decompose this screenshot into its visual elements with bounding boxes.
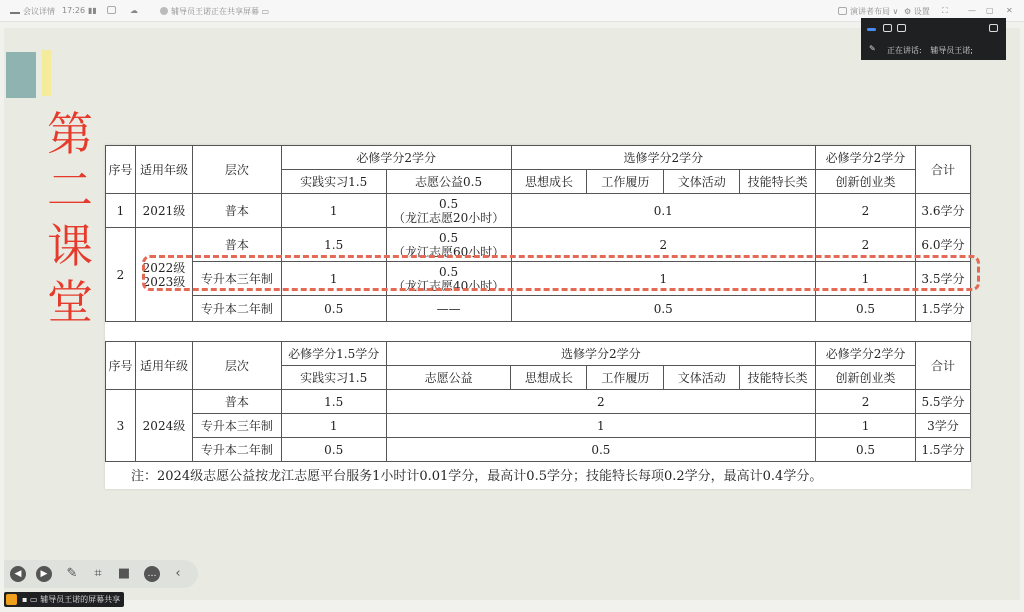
share-status-text: 辅导员王诺正在共享屏幕 bbox=[171, 7, 259, 16]
gear-icon: ⚙ bbox=[904, 7, 912, 16]
cell-elective: 0.5 bbox=[511, 296, 816, 322]
cell-innovation: 1 bbox=[816, 262, 916, 296]
subheader-practice: 实践实习1.5 bbox=[281, 366, 386, 390]
subheader-skill: 技能特长类 bbox=[740, 366, 816, 390]
share-avatar-icon bbox=[160, 7, 168, 15]
cell-volunteer-note: （龙江志愿20小时） bbox=[392, 210, 505, 225]
cell-elective: 1 bbox=[386, 414, 815, 438]
subheader-thought: 思想成长 bbox=[511, 170, 587, 194]
annotation-toolbar bbox=[4, 560, 198, 588]
title-char: 堂 bbox=[47, 275, 93, 329]
cell-total: 5.5学分 bbox=[915, 390, 970, 414]
cell-grade: 2022级 2023级 bbox=[135, 228, 192, 322]
settings-label: 设置 bbox=[913, 7, 930, 16]
external-link-icon[interactable] bbox=[107, 6, 119, 15]
share-status bbox=[160, 6, 269, 17]
subheader-practice: 实践实习1.5 bbox=[281, 170, 386, 194]
cell-no: 2 bbox=[106, 228, 136, 322]
meeting-details-link[interactable]: 会议详情 bbox=[23, 7, 55, 16]
subheader-thought: 思想成长 bbox=[511, 366, 587, 390]
cell-total: 1.5学分 bbox=[915, 296, 970, 322]
layout-dropdown[interactable]: 演讲者布局 ∨ bbox=[838, 6, 898, 17]
pen-icon[interactable]: ✎ bbox=[66, 566, 78, 581]
restore-button[interactable]: ▢ bbox=[986, 6, 994, 15]
header-grade: 适用年级 bbox=[135, 342, 192, 390]
cell-innovation: 2 bbox=[816, 228, 916, 262]
cell-practice: 1 bbox=[281, 414, 386, 438]
cell-elective: 2 bbox=[511, 228, 816, 262]
mic-icon: ✎ bbox=[869, 44, 876, 53]
cell-level: 专升本三年制 bbox=[192, 414, 281, 438]
cell-level: 普本 bbox=[192, 390, 281, 414]
subheader-skill: 技能特长类 bbox=[740, 170, 816, 194]
table-row bbox=[106, 296, 971, 322]
shared-screen bbox=[4, 28, 1020, 600]
header-required: 必修学分2学分 bbox=[281, 146, 511, 170]
next-icon[interactable]: ▶ bbox=[36, 566, 52, 582]
cell-volunteer: —— bbox=[386, 296, 511, 322]
cell-level: 专升本二年制 bbox=[192, 438, 281, 462]
table-note: 注：2024级志愿公益按龙江志愿平台服务1小时计0.01学分，最高计0.5学分；技能特长每项0.2学分，最高计0.4学分。 bbox=[131, 469, 823, 484]
subheader-innovation: 创新创业类 bbox=[816, 170, 916, 194]
header-grade: 适用年级 bbox=[135, 146, 192, 194]
cell-innovation: 0.5 bbox=[816, 438, 916, 462]
cell-total: 3.5学分 bbox=[915, 262, 970, 296]
cell-level: 普本 bbox=[192, 228, 281, 262]
subheader-work: 工作履历 bbox=[587, 366, 664, 390]
slide-decoration-block bbox=[6, 52, 36, 98]
app-menu[interactable] bbox=[10, 6, 55, 17]
cell-total: 3学分 bbox=[915, 414, 970, 438]
layout-label: 演讲者布局 bbox=[850, 7, 890, 16]
title-char: 二 bbox=[47, 163, 93, 217]
panel-menu-icon[interactable] bbox=[989, 24, 998, 32]
table-row bbox=[106, 414, 971, 438]
cell-volunteer-note: （龙江志愿40小时） bbox=[392, 278, 505, 293]
subheader-culture: 文体活动 bbox=[664, 170, 740, 194]
header-elective: 选修学分2学分 bbox=[511, 146, 816, 170]
camera-icon[interactable]: ■ bbox=[117, 566, 131, 581]
header-required-2: 必修学分2学分 bbox=[816, 342, 916, 366]
cell-volunteer-note: （龙江志愿60小时） bbox=[392, 244, 505, 259]
header-no: 序号 bbox=[106, 342, 136, 390]
cell-elective: 0.5 bbox=[386, 438, 815, 462]
signal-icon: ▮▮ bbox=[88, 6, 97, 15]
cell-volunteer bbox=[386, 194, 511, 228]
header-level: 层次 bbox=[192, 146, 281, 194]
header-no: 序号 bbox=[106, 146, 136, 194]
header-total: 合计 bbox=[915, 342, 970, 390]
cell-elective: 2 bbox=[386, 390, 815, 414]
header-level: 层次 bbox=[192, 342, 281, 390]
screenshot-icon[interactable]: ⌗ bbox=[94, 566, 102, 581]
highlight-annotation bbox=[142, 255, 980, 291]
cell-level: 专升本二年制 bbox=[192, 296, 281, 322]
window-icon[interactable] bbox=[883, 24, 892, 32]
app-logo-icon bbox=[10, 7, 20, 14]
table-row bbox=[106, 194, 971, 228]
fullscreen-icon[interactable]: ⛶ bbox=[942, 6, 948, 15]
layout-icon bbox=[838, 7, 847, 15]
subheader-culture: 文体活动 bbox=[664, 366, 740, 390]
cell-volunteer-value: 0.5 bbox=[439, 196, 459, 211]
cell-no: 1 bbox=[106, 194, 136, 228]
subheader-volunteer: 志愿公益0.5 bbox=[386, 170, 511, 194]
cell-practice: 1 bbox=[281, 262, 386, 296]
meeting-time: 17:26 bbox=[62, 6, 86, 15]
cell-no: 3 bbox=[106, 390, 136, 462]
collapse-icon[interactable]: ‹ bbox=[175, 566, 181, 581]
slide-decoration-stripe bbox=[42, 50, 51, 96]
credits-tables bbox=[105, 145, 971, 489]
list-icon[interactable] bbox=[897, 24, 906, 32]
cell-total: 3.6学分 bbox=[915, 194, 970, 228]
presenter-panel[interactable] bbox=[861, 18, 1006, 60]
cell-volunteer-value: 0.5 bbox=[439, 230, 459, 245]
title-char: 课 bbox=[47, 219, 93, 273]
cell-volunteer-value: 0.5 bbox=[439, 264, 459, 279]
table-row bbox=[106, 438, 971, 462]
cell-elective: 0.1 bbox=[511, 194, 816, 228]
cell-practice: 1.5 bbox=[281, 390, 386, 414]
header-total: 合计 bbox=[915, 146, 970, 194]
stop-share-icon[interactable]: ▭ bbox=[261, 7, 270, 16]
cell-level: 专升本三年制 bbox=[192, 262, 281, 296]
cloud-icon[interactable]: ☁ bbox=[130, 6, 138, 15]
cell-grade: 2021级 bbox=[135, 194, 192, 228]
slide-title bbox=[46, 106, 94, 330]
minimize-button[interactable]: — bbox=[968, 6, 976, 15]
speaking-label: 正在讲话: bbox=[887, 46, 922, 55]
cell-practice: 1 bbox=[281, 194, 386, 228]
speaking-status bbox=[869, 44, 973, 56]
more-icon[interactable]: … bbox=[144, 566, 160, 582]
cell-grade: 2024级 bbox=[135, 390, 192, 462]
subheader-work: 工作履历 bbox=[587, 170, 664, 194]
subheader-innovation: 创新创业类 bbox=[816, 366, 916, 390]
subheader-volunteer: 志愿公益 bbox=[386, 366, 511, 390]
cell-innovation: 0.5 bbox=[816, 296, 916, 322]
user-icon bbox=[6, 594, 17, 605]
title-char: 第 bbox=[47, 107, 93, 161]
cell-innovation: 2 bbox=[816, 390, 916, 414]
credits-table-2021-2023 bbox=[105, 145, 971, 322]
table-row bbox=[106, 390, 971, 414]
header-required-2: 必修学分2学分 bbox=[816, 146, 916, 170]
cell-total: 1.5学分 bbox=[915, 438, 970, 462]
speaker-name: 辅导员王诺; bbox=[930, 46, 973, 55]
cell-level: 普本 bbox=[192, 194, 281, 228]
header-required: 必修学分1.5学分 bbox=[281, 342, 386, 366]
indicator-icon bbox=[867, 28, 876, 31]
header-elective: 选修学分2学分 bbox=[386, 342, 815, 366]
close-button[interactable]: ✕ bbox=[1006, 6, 1013, 15]
cell-total: 6.0学分 bbox=[915, 228, 970, 262]
cell-practice: 1.5 bbox=[281, 228, 386, 262]
settings-button[interactable] bbox=[904, 6, 930, 17]
cell-innovation: 2 bbox=[816, 194, 916, 228]
screen-icon: ▭ bbox=[29, 595, 38, 604]
cell-practice: 0.5 bbox=[281, 438, 386, 462]
share-label: 辅导员王诺的屏幕共享 bbox=[40, 595, 121, 604]
mic-small-icon: ▪ bbox=[22, 595, 28, 604]
cell-practice: 0.5 bbox=[281, 296, 386, 322]
previous-icon[interactable]: ◀ bbox=[10, 566, 26, 582]
cell-elective: 1 bbox=[511, 262, 816, 296]
screen-share-tag bbox=[4, 592, 124, 607]
cell-innovation: 1 bbox=[816, 414, 916, 438]
credits-table-2024 bbox=[105, 341, 971, 462]
